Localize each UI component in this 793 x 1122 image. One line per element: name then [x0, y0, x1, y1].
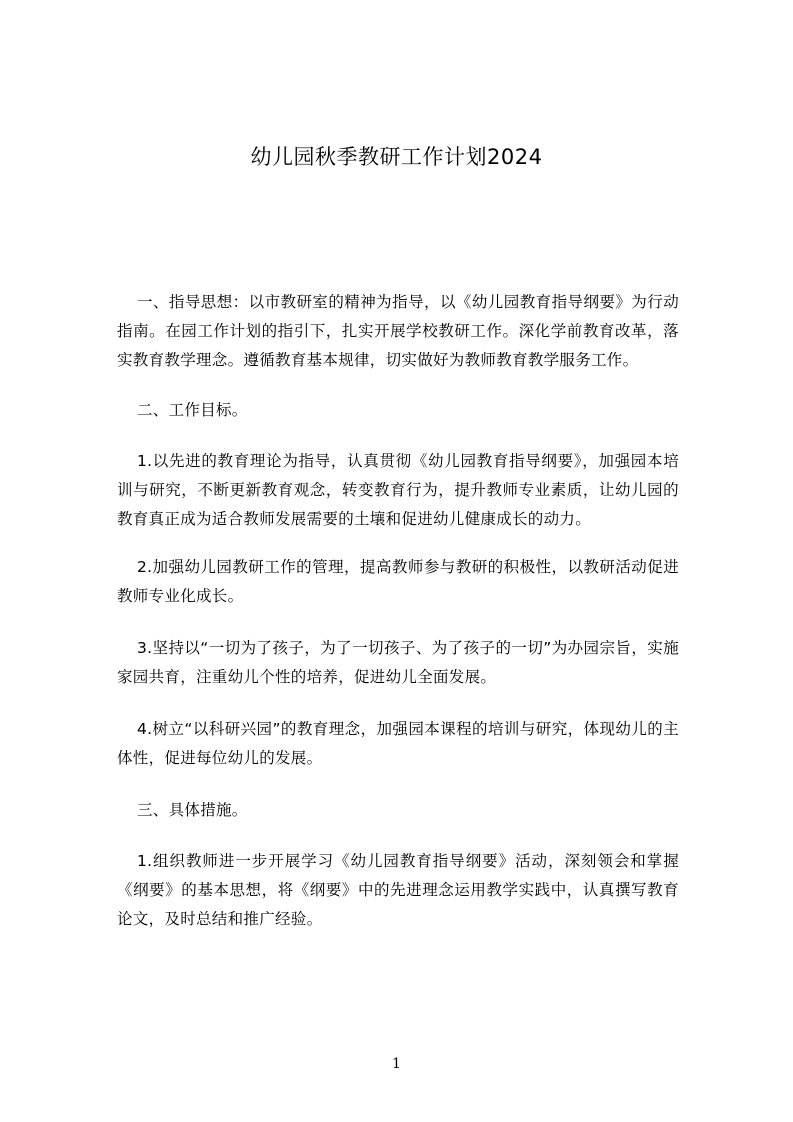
heading-work-goals: 二、工作目标。 — [137, 401, 248, 419]
paragraph-guiding-ideology: 一、指导思想：以市教研室的精神为指导，以《幼儿园教育指导纲要》为行动指南。在园工作计划的指引下，扎实开展学校教研工作。深化学前教育改革，落实教育教学理念。遵循教育基本规律，切实做好为教师教育教学服务工作。 — [117, 293, 679, 369]
paragraph-goal-2: 2.加强幼儿园教研工作的管理，提高教师参与教研的积极性，以教研活动促进教师专业化成长。 — [117, 558, 679, 605]
page-number: 1 — [392, 1056, 401, 1072]
paragraph-goal-3: 3.坚持以“一切为了孩子，为了一切孩子、为了孩子的一切”为办园宗旨，实施家园共育，注重幼儿个性的培养，促进幼儿全面发展。 — [117, 639, 679, 686]
paragraph-goal-1: 1.以先进的教育理论为指导，认真贯彻《幼儿园教育指导纲要》，加强园本培训与研究，不断更新教育观念，转变教育行为，提升教师专业素质，让幼儿园的教育真正成为适合教师发展需要的土壤和促进幼儿健康成长的动力。 — [117, 452, 679, 528]
document-title: 幼儿园秋季教研工作计划2024 — [250, 145, 543, 169]
paragraph-goal-4: 4.树立“以科研兴园”的教育理念，加强园本课程的培训与研究，体现幼儿的主体性，促进每位幼儿的发展。 — [117, 720, 679, 767]
heading-specific-measures: 三、具体措施。 — [137, 801, 248, 819]
paragraph-measure-1: 1.组织教师进一步开展学习《幼儿园教育指导纲要》活动，深刻领会和掌握《纲要》的基本思想，将《纲要》中的先进理念运用教学实践中，认真撰写教育论文，及时总结和推广经验。 — [117, 852, 679, 928]
